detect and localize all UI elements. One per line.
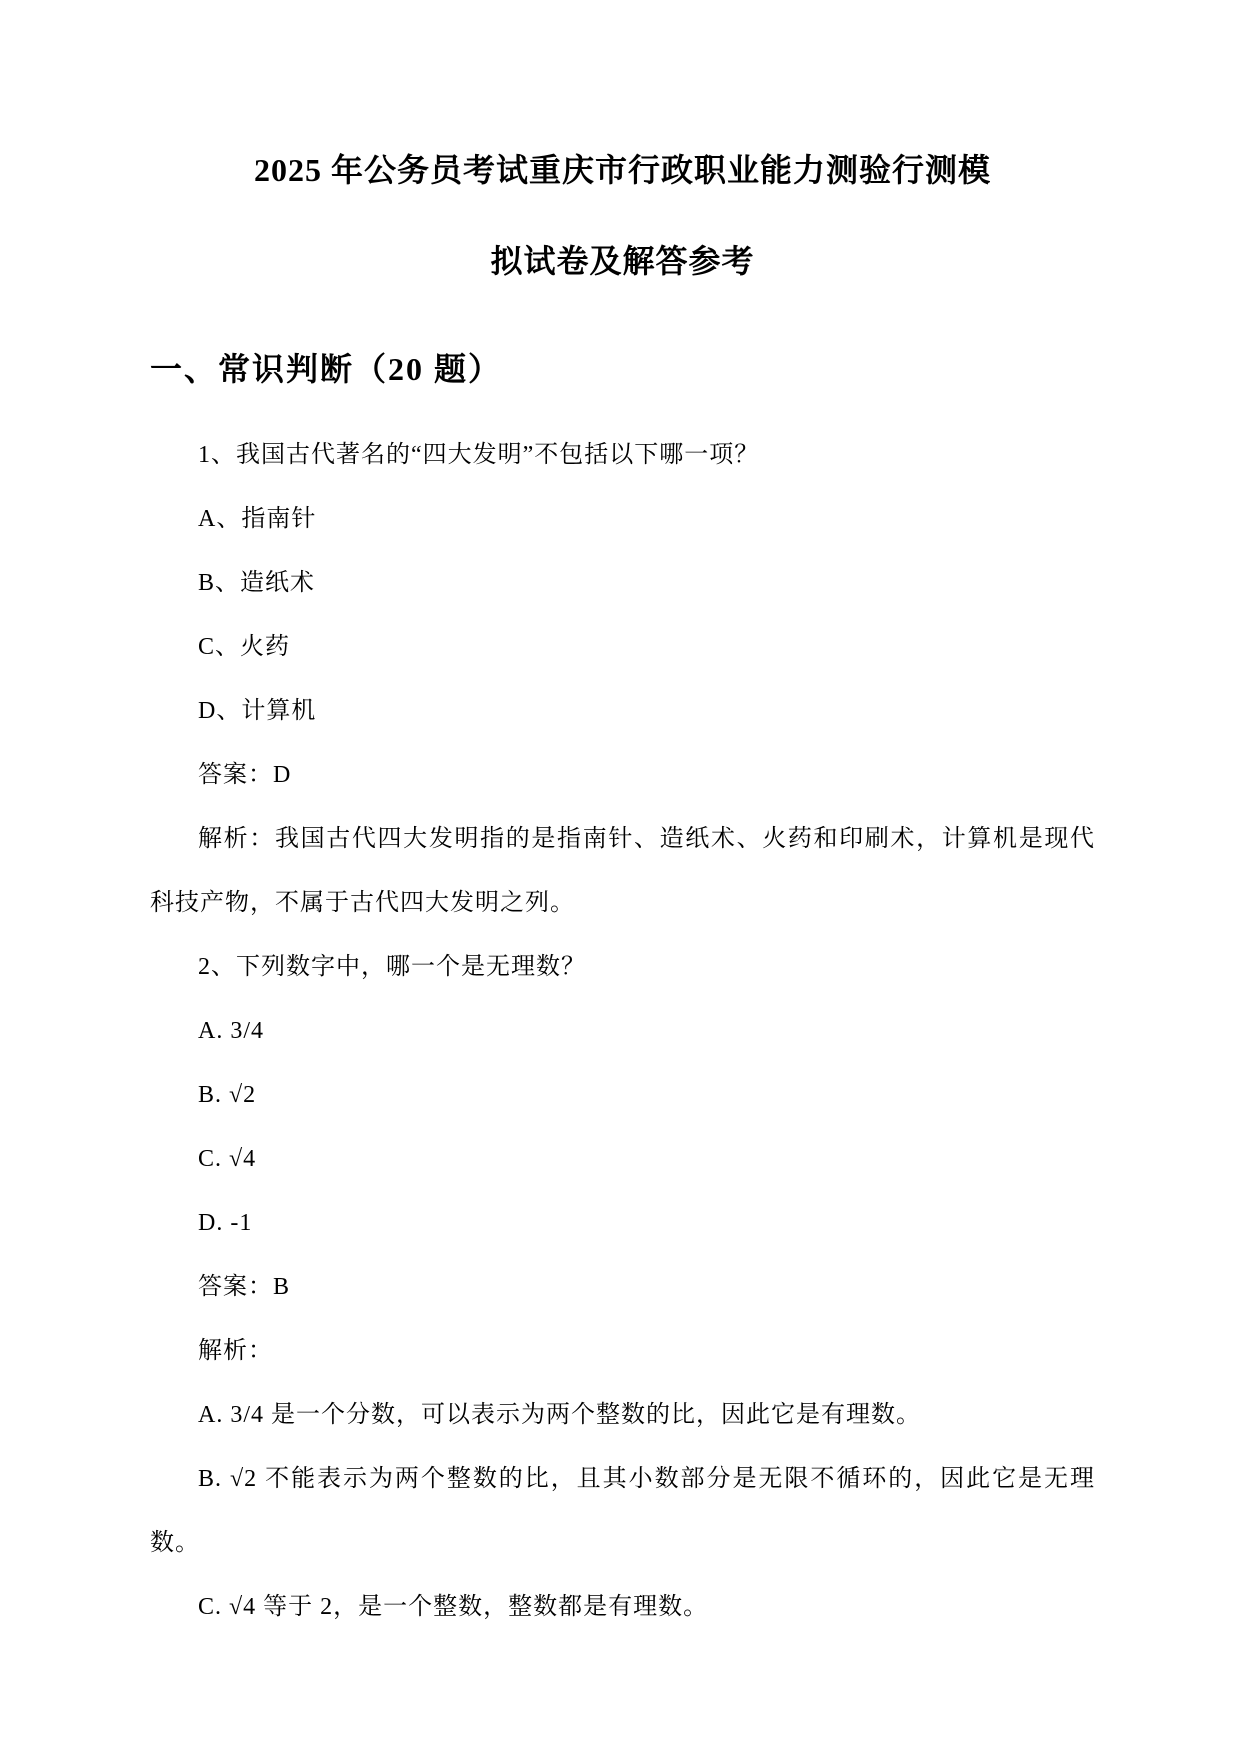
question-2-analysis-label: 解析： — [198, 1338, 273, 1364]
question-2-block — [150, 935, 1095, 1639]
question-2-stem: 2、下列数字中，哪一个是无理数？ — [198, 954, 586, 980]
question-2-analysis-b: B. √2 不能表示为两个整数的比，且其小数部分是无限不循环的，因此它是无理数。 — [150, 1466, 1095, 1556]
question-1-block — [150, 423, 1095, 935]
doc-title-line-2: 拟试卷及解答参考 — [490, 243, 755, 279]
question-2-answer: 答案：B — [198, 1274, 291, 1300]
question-1-option-c: C、火药 — [198, 634, 291, 660]
question-1-option-a: A、指南针 — [198, 506, 317, 532]
doc-title-line-1: 2025 年公务员考试重庆市行政职业能力测验行测模 — [253, 152, 991, 188]
question-1-option-b: B、造纸术 — [198, 570, 316, 596]
question-2-option-a: A. 3/4 — [198, 1018, 264, 1044]
question-2-analysis-c: C. √4 等于 2，是一个整数，整数都是有理数。 — [198, 1594, 709, 1620]
question-1-answer: 答案：D — [198, 762, 292, 788]
section-heading: 一、常识判断（20 题） — [150, 351, 503, 387]
question-2-analysis-a: A. 3/4 是一个分数，可以表示为两个整数的比，因此它是有理数。 — [198, 1402, 921, 1428]
question-1-analysis: 解析：我国古代四大发明指的是指南针、造纸术、火药和印刷术，计算机是现代科技产物，不属于古代四大发明之列。 — [150, 826, 1095, 916]
question-1-option-d: D、计算机 — [198, 698, 317, 724]
question-1-stem: 1、我国古代著名的“四大发明”不包括以下哪一项？ — [198, 442, 760, 468]
question-2-option-c: C. √4 — [198, 1146, 257, 1172]
text-column — [0, 154, 1241, 1639]
question-2-option-d: D. -1 — [198, 1210, 253, 1236]
question-2-option-b: B. √2 — [198, 1082, 257, 1108]
